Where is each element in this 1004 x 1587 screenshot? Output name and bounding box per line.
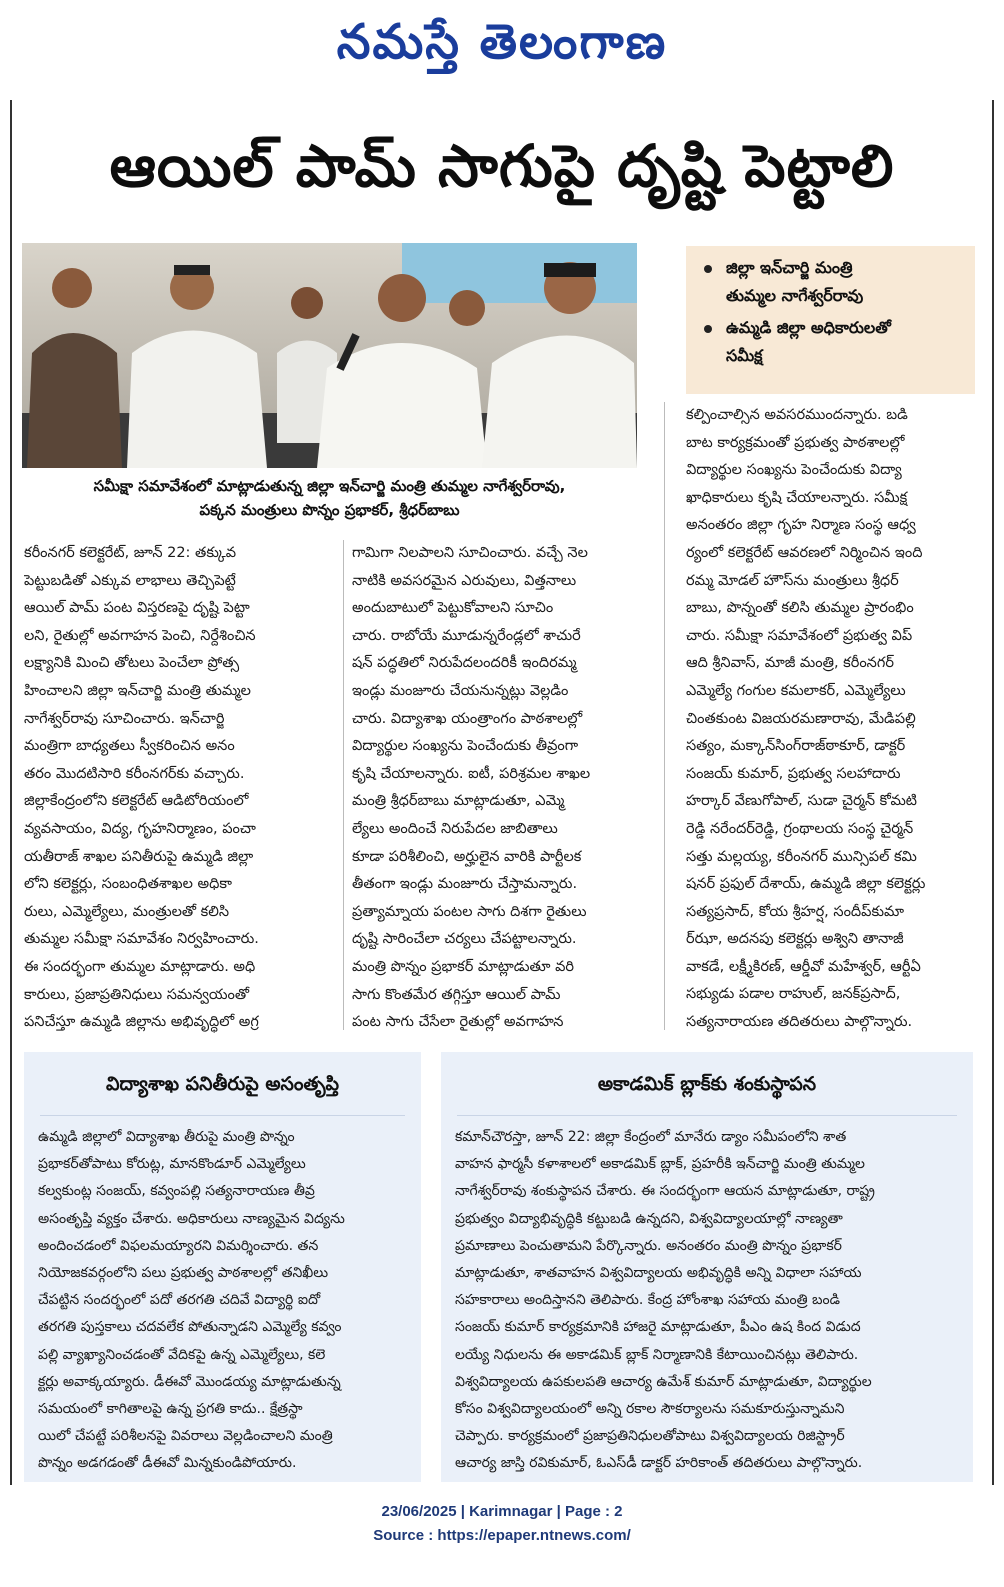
article-line: సత్యం, మక్కాన్‌సింగ్‌రాజ్‌ఠాకూర్, డాక్టర్ [686, 738, 906, 755]
sidebar-story-academic-block [441, 1052, 973, 1482]
box-line: మాట్లాడుతూ, శాతవాహన విశ్వవిద్యాలయ అభివృద్ధికి అన్ని విధాలా సహాయ [455, 1265, 862, 1282]
article-line: అనంతరం జిల్లా గృహ నిర్మాణ సంస్థ ఆధ్వ [686, 517, 916, 534]
article-line: చారు. రాబోయే మూడున్నరేండ్లలో శాచురే [352, 627, 581, 644]
box-body [24, 1116, 421, 1478]
article-line: బాట కార్యక్రమంతో ప్రభుత్వ పాఠశాలల్లో [686, 434, 905, 451]
article-line: షన్ పద్ధతిలో నిరుపేదలందరికీ ఇందిరమ్మ [352, 655, 577, 672]
article-line: నాటికి అవసరమైన ఎరువులు, విత్తనాలు [352, 572, 577, 589]
article-line: ప్రత్యామ్నాయ పంటల సాగు దిశగా రైతులు [352, 903, 587, 920]
news-photo [22, 243, 637, 468]
box-line: చెప్పారు. కార్యక్రమంలో ప్రజాప్రతినిధులతోపాటు విశ్వవిద్యాలయ రిజిస్ట్రార్ [455, 1428, 845, 1445]
bullet-icon [704, 325, 712, 333]
box-line: యిలో చేపట్టే పరిశీలనపై వివరాలు వెల్లడించాలని మంత్రి [38, 1428, 333, 1445]
article-line: సభ్యుడు పడాల రాహుల్, జనక్‌ప్రసాద్, [686, 986, 901, 1003]
article-line: కల్పించాల్సిన అవసరముందన్నారు. బడి [686, 407, 908, 423]
highlight-item [700, 254, 965, 310]
article-line: జిల్లాకేంద్రంలోని కలెక్టరేట్ ఆడిటోరియంలో [24, 793, 249, 810]
box-body [441, 1116, 973, 1478]
article-line: మంత్రి శ్రీధర్‌బాబు మాట్లాడుతూ, ఎమ్మె [352, 793, 565, 810]
caption-line-2: పక్కన మంత్రులు పొన్నం ప్రభాకర్, శ్రీధర్‌బాబు [199, 501, 460, 519]
article-line: లక్ష్యానికి మించి తోటలు పెంచేలా ప్రోత్స [24, 655, 240, 672]
box-line: సహకారాలు అందిస్తానని తెలిపారు. కేంద్ర హోంశాఖ సహాయ మంత్రి బండి [455, 1292, 840, 1309]
article-line: పనిచేస్తూ ఉమ్మడి జిల్లాను అభివృద్ధిలో అగ్ర [24, 1014, 259, 1031]
article-line: లోని కలెక్టర్లు, సంబంధితశాఖల అధికా [24, 876, 232, 893]
box-line: చేపట్టిన సందర్భంలో పదో తరగతి చదివే విద్యార్థి ఐదో [38, 1292, 321, 1309]
article-line: రమ్మ మోడల్ హౌస్‌ను మంత్రులు శ్రీధర్ [686, 572, 899, 589]
caption-line-1: సమీక్షా సమావేశంలో మాట్లాడుతున్న జిల్లా ఇన్‌చార్జి మంత్రి తుమ్మల నాగేశ్వర్‌రావు, [93, 477, 566, 495]
box-line: కమాన్‌చౌరస్తా, జూన్ 22: జిల్లా కేంద్రంలో మానేరు డ్యాం సమీపంలోని శాత [455, 1129, 847, 1145]
box-line: వాహన ఫార్మసీ కళాశాలలో అకాడమిక్ బ్లాక్, ప్రహరీకి ఇన్‌చార్జి మంత్రి తుమ్మల [455, 1156, 865, 1173]
article-line: సత్యప్రసాద్, కోయ శ్రీహర్ష, సందీప్‌కుమా [686, 903, 905, 920]
article-line: ఇండ్లు మంజూరు చేయనున్నట్లు వెల్లడిం [352, 682, 569, 699]
article-line: యతీరాజ్ శాఖల పనితీరుపై ఉమ్మడి జిల్లా [24, 848, 254, 865]
banner-shape [402, 243, 637, 303]
article-line: అందుబాటులో పెట్టుకోవాలని సూచిం [352, 600, 554, 617]
page-footer [0, 1500, 1004, 1548]
box-line: నాగేశ్వర్‌రావు శంకుస్థాపన చేశారు. ఈ సందర్భంగా ఆయన మాట్లాడుతూ, రాష్ట్ర [455, 1183, 875, 1200]
footer-source-line: Source : https://epaper.ntnews.com/ [373, 1527, 631, 1544]
article-line: తుమ్మల సమీక్షా సమావేశం నిర్వహించారు. [24, 931, 259, 948]
article-line: లని, రైతుల్లో అవగాహన పెంచి, నిర్దేశించిన [24, 627, 256, 644]
box-line: కల్వకుంట్ల సంజయ్, కవ్వంపల్లి సత్యనారాయణ తీవ్ర [38, 1183, 315, 1200]
article-line: మంత్రిగా బాధ్యతలు స్వీకరించిన అనం [24, 738, 235, 755]
box-line: ప్రమాణాలు పెంచుతామని పేర్కొన్నారు. అనంతరం మంత్రి పొన్నం ప్రభాకర్ [455, 1237, 842, 1254]
article-line: వ్యవసాయం, విద్య, గృహనిర్మాణం, పంచా [24, 820, 256, 837]
box-line: లయ్యే నిధులను ఈ అకాడమిక్ బ్లాక్ నిర్మాణానికి కేటాయించినట్లు తెలిపారు. [455, 1346, 859, 1363]
box-line: ఉమ్మడి జిల్లాలో విద్యాశాఖ తీరుపై మంత్రి పొన్నం [38, 1129, 295, 1145]
box-title: అకాడమిక్ బ్లాక్‌కు శంకుస్థాపన [457, 1052, 957, 1116]
article-line: చారు. సమీక్షా సమావేశంలో ప్రభుత్వ విప్ [686, 627, 913, 644]
masthead [0, 6, 1004, 78]
article-line: నాగేశ్వర్‌రావు సూచించారు. ఇన్‌చార్జి [24, 710, 225, 727]
bullet-icon [704, 265, 712, 273]
article-line: ఆయిల్ పామ్ పంట విస్తరణపై దృష్టి పెట్టా [24, 600, 250, 617]
box-line: పల్లి వ్యాఖ్యానించడంతో వేదికపై ఉన్న ఎమ్మెల్యేలు, కలె [38, 1346, 326, 1363]
footer-date-line: 23/06/2025 | Karimnagar | Page : 2 [381, 1503, 623, 1520]
article-line: చారు. విద్యాశాఖ యంత్రాంగం పాఠశాలల్లో [352, 710, 583, 727]
article-line: హర్కార్ వేణుగోపాల్, సుడా చైర్మన్ కోమటి [686, 793, 917, 810]
box-line: ఆచార్య జాస్తి రవికుమార్, ఓఎస్‌డీ డాక్టర్ హరికాంత్ తదితరులు పాల్గొన్నారు. [455, 1455, 863, 1472]
article-line: ల్యేలు అందించే నిరుపేదల జాబితాలు [352, 820, 558, 837]
article-line: వాకడే, లక్ష్మీకిరణ్, ఆర్డీవో మహేశ్వర్, ఆర్టీఏ [686, 958, 921, 975]
box-line: అసంతృప్తి వ్యక్తం చేశారు. అధికారులు నాణ్యమైన విద్యను [38, 1210, 345, 1227]
highlight-line: ఉమ్మడి జిల్లా అధికారులతో [726, 318, 891, 337]
article-line: ర్యంలో కలెక్టరేట్ ఆవరణలో నిర్మించిన ఇంది [686, 544, 923, 561]
article-line: ఈ సందర్భంగా తుమ్మల మాట్లాడారు. అధి [24, 958, 256, 975]
article-column-3 [686, 402, 976, 1037]
article-line: రెడ్డి నరేందర్‌రెడ్డి, గ్రంథాలయ సంస్థ చైర్మన్ [686, 820, 914, 837]
article-line: సంజయ్ కుమార్, ప్రభుత్వ సలహాదారు [686, 765, 901, 782]
photo-caption [22, 474, 637, 526]
sidebar-story-education [24, 1052, 421, 1482]
highlight-line: తుమ్మల నాగేశ్వర్‌రావు [726, 286, 864, 305]
article-line: గామిగా నిలపాలని సూచించారు. వచ్చే నెల [352, 545, 588, 561]
article-line: సత్యనారాయణ తదితరులు పాల్గొన్నారు. [686, 1014, 913, 1031]
box-line: సమయంలో కాగితాలపై ఉన్న ప్రగతి కాదు.. క్షేత్రస్థా [38, 1401, 303, 1418]
article-line: విద్యార్థుల సంఖ్యను పెంచేందుకు తీవ్రంగా [352, 738, 579, 755]
column-divider [343, 540, 344, 1030]
box-line: అందించడంలో విఫలమయ్యారని విమర్శించారు. తన [38, 1237, 319, 1254]
article-line: దృష్టి సారించేలా చర్యలు చేపట్టాలన్నారు. [352, 931, 577, 948]
article-line: హించాలని జిల్లా ఇన్‌చార్జి మంత్రి తుమ్మల [24, 682, 251, 699]
box-line: ప్రభుత్వం విద్యాభివృద్ధికి కట్టుబడి ఉన్నదని, విశ్వవిద్యాలయాల్లో నాణ్యతా [455, 1210, 843, 1227]
box-line: పొన్నం అడగడంతో డీఈవో మిన్నకుండిపోయారు. [38, 1455, 297, 1472]
box-title: విద్యాశాఖ పనితీరుపై అసంతృప్తి [40, 1052, 405, 1116]
article-line: కృషి చేయాలన్నారు. ఐటీ, పరిశ్రమల శాఖల [352, 765, 591, 782]
highlight-line: సమీక్ష [726, 346, 763, 365]
article-line: పెట్టుబడితో ఎక్కువ లాభాలు తెచ్చిపెట్టే [24, 572, 236, 589]
article-line: తీతంగా ఇండ్లు మంజూరు చేస్తామన్నారు. [352, 876, 578, 893]
article-line: రులు, ఎమ్మెల్యేలు, మంత్రులతో కలిసి [24, 903, 230, 920]
article-line: సాగు కొంతమేర తగ్గిస్తూ ఆయిల్ పామ్ [352, 986, 561, 1003]
article-line: విద్యార్థుల సంఖ్యను పెంచేందుకు విద్యా [686, 462, 902, 479]
box-line: నియోజకవర్గంలోని పలు ప్రభుత్వ పాఠశాలల్లో తనిఖీలు [38, 1265, 329, 1282]
headline: ఆయిల్ పామ్ సాగుపై దృష్టి పెట్టాలి [109, 132, 895, 200]
box-line: ప్రభాకర్‌తోపాటు కోరుట్ల, మానకొండూర్ ఎమ్మెల్యేలు [38, 1156, 306, 1173]
box-line: క్టర్లు అవాక్కయ్యారు. డీఈవో మొండయ్య మాట్లాడుతున్న [38, 1373, 341, 1390]
article-column-1 [24, 540, 334, 1037]
photo-illustration [22, 243, 637, 468]
article-line: కారులు, ప్రజాప్రతినిధులు సమన్వయంతో [24, 986, 250, 1003]
article-line: కూడా పరిశీలించి, అర్హులైన వారికి పార్టీలక [352, 848, 582, 865]
article-line: ఆది శ్రీనివాస్, మాజీ మంత్రి, కరీంనగర్ [686, 655, 894, 672]
article-line: కరీంనగర్ కలెక్టరేట్, జూన్ 22: తక్కువ [24, 545, 237, 561]
article-line: ర్‌ఝా, అదనపు కలెక్టర్లు అశ్విని తానాజీ [686, 931, 904, 948]
highlight-item [700, 314, 965, 370]
article-line: పంట సాగు చేసేలా రైతుల్లో అవగాహన [352, 1014, 564, 1031]
box-line: కోసం విశ్వవిద్యాలయంలో అన్ని రకాల సౌకర్యాలను సమకూరుస్తున్నామని [455, 1401, 845, 1418]
article-line: ఖాధికారులు కృషి చేయాలన్నారు. సమీక్ష [686, 489, 908, 506]
highlight-line: జిల్లా ఇన్‌చార్జి మంత్రి [726, 258, 853, 277]
article-line: సత్తు మల్లయ్య, కరీంనగర్ మున్సిపల్ కమి [686, 848, 917, 865]
article-line: తరం మొదటిసారి కరీంనగర్‌కు వచ్చారు. [24, 765, 245, 782]
article-column-2 [352, 540, 642, 1037]
article-line: మంత్రి పొన్నం ప్రభాకర్ మాట్లాడుతూ వరి [352, 958, 574, 975]
box-line: విశ్వవిద్యాలయ ఉపకులపతి ఆచార్య ఉమేశ్ కుమార్ మాట్లాడుతూ, విద్యార్థుల [455, 1373, 872, 1390]
article-line: బాబు, పొన్నంతో కలిసి తుమ్మల ప్రారంభిం [686, 600, 914, 617]
box-line: సంజయ్ కుమార్ కార్యక్రమానికి హాజరై మాట్లాడుతూ, పీఎం ఉష కింద విడుద [455, 1319, 861, 1336]
article-line: షనర్ ప్రఫుల్ దేశాయ్, ఉమ్మడి జిల్లా కలెక్టర్లు [686, 876, 926, 893]
highlights-box [686, 246, 975, 394]
article-line: ఎమ్మెల్యే గంగుల కమలాకర్, ఎమ్మెల్యేలు [686, 682, 906, 699]
masthead-title: నమస్తే తెలంగాణ [336, 14, 668, 70]
column-divider [664, 402, 665, 1030]
box-line: తరగతి పుస్తకాలు చదవలేక పోతున్నాడని ఎమ్మెల్యే కవ్వం [38, 1319, 342, 1336]
article-line: చింతకుంట విజయరమణారావు, మేడిపల్లి [686, 710, 916, 727]
